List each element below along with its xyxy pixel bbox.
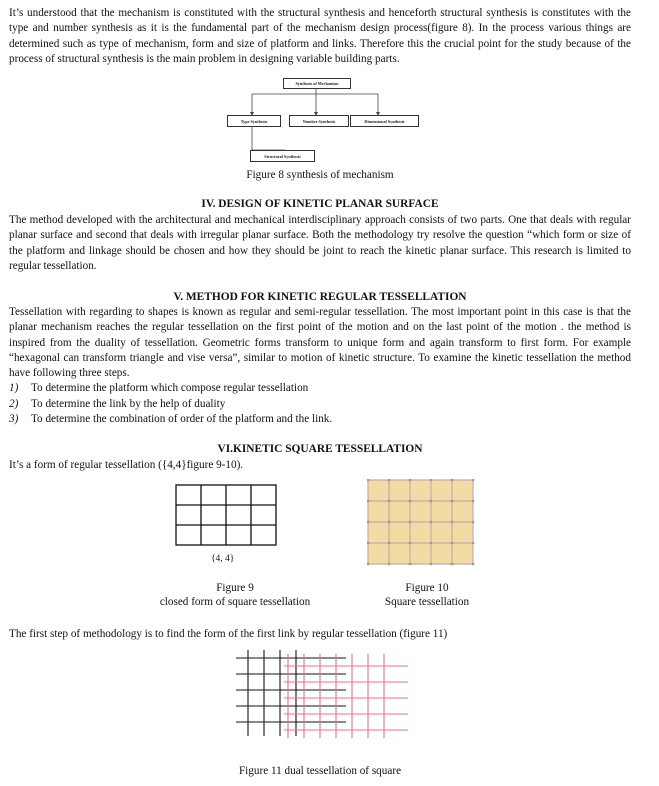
dimensional-synthesis-box: Dimensional Synthesis [350, 115, 419, 127]
figure-8-caption: Figure 8 synthesis of mechanism [246, 169, 394, 181]
joint [451, 500, 454, 503]
joint [430, 500, 433, 503]
intro-paragraph: It’s understood that the mechanism is constituted with the structural synthesis and henceforth structural synthesis is constitutes with the type and number synthesis as it is the fundamental part of the mechanism design process(figure 8). In the process various things are determined such as type of mechanism, form and size of platform and links. Therefore this the crucial point for the study because of the process of structural synthesis is the main problem in designing variable building parts. [9, 7, 631, 65]
section-4-heading: IV. DESIGN OF KINETIC PLANAR SURFACE [201, 198, 439, 210]
structural-synthesis-box: Structural Synthesis [250, 150, 315, 162]
figure-11-caption: Figure 11 dual tessellation of square [238, 765, 402, 777]
section-5-heading: V. METHOD FOR KINETIC REGULAR TESSELLATION [173, 291, 467, 303]
section-6-intro: It’s a form of regular tessellation ({4,4}figure 9-10). [9, 459, 244, 471]
figure-9-square-grid [175, 484, 277, 546]
joint [388, 542, 391, 545]
figure-11-dual-tessellation [234, 648, 410, 740]
joint [388, 563, 391, 566]
figure-10-square-tessellation [367, 479, 475, 569]
number-synthesis-box: Number Synthesis [289, 115, 349, 127]
type-synthesis-box: Type Synthesis [227, 115, 281, 127]
joint [472, 521, 475, 524]
method-step: 1) To determine the platform which compose regular tessellation [9, 382, 309, 394]
figure-9-label: Figure 9 [216, 582, 254, 594]
method-steps-list [9, 381, 631, 428]
joint [409, 563, 412, 566]
section-5-paragraph: Tessellation with regarding to shapes is known as regular and semi-regular tessellation. The most important point in this case is that the planar mechanism reaches the regular tessellation on the first point of the motion and on the last point of the motion . the method is inspired from the duality of tessellation. Geometric forms transform to unique form and again transform to first form. For example “hexagonal can transform triangle and vise versa”, similar to motion of kinetic structure. To examine the kinetic tessellation the method have following three steps. [9, 306, 631, 380]
section-4-paragraph: The method developed with the architectural and mechanical interdisciplinary approach consists of two parts. One that deals with regular planar surface and second that deals with irregular planar surface. Both the methodology try resolve the question “which form or size of the platform and linkage should be chosen and how they should be joint to reach the kinetic planar surface. This research is limited to regular tessellation. [9, 214, 631, 272]
joint [472, 542, 475, 545]
schlafli-notation: {4, 4} [211, 554, 235, 564]
method-step: 3) To determine the combination of order of the platform and the link. [9, 413, 333, 425]
joint [430, 542, 433, 545]
joint [472, 500, 475, 503]
joint [451, 563, 454, 566]
joint [472, 563, 475, 566]
figure-9-caption [150, 581, 320, 609]
joint [409, 521, 412, 524]
method-step: 2) To determine the link by the help of duality [9, 397, 226, 410]
joint [451, 521, 454, 524]
joint [430, 521, 433, 524]
joint [409, 500, 412, 503]
joint [388, 521, 391, 524]
first-step-paragraph: The first step of methodology is to find the form of the first link by regular tessellation (figure 11) [9, 628, 448, 640]
figure-10-label: Figure 10 [405, 582, 449, 594]
section-6-heading: VI.KINETIC SQUARE TESSELLATION [217, 443, 423, 455]
joint [388, 500, 391, 503]
synthesis-of-mechanism-box: Synthesis of Mechanism [283, 78, 351, 89]
joint [451, 542, 454, 545]
joint [409, 542, 412, 545]
figure-10-caption [372, 581, 482, 609]
figure-10-description: Square tessellation [384, 596, 470, 608]
joint [430, 563, 433, 566]
figure-9-description: closed form of square tessellation [159, 596, 311, 608]
